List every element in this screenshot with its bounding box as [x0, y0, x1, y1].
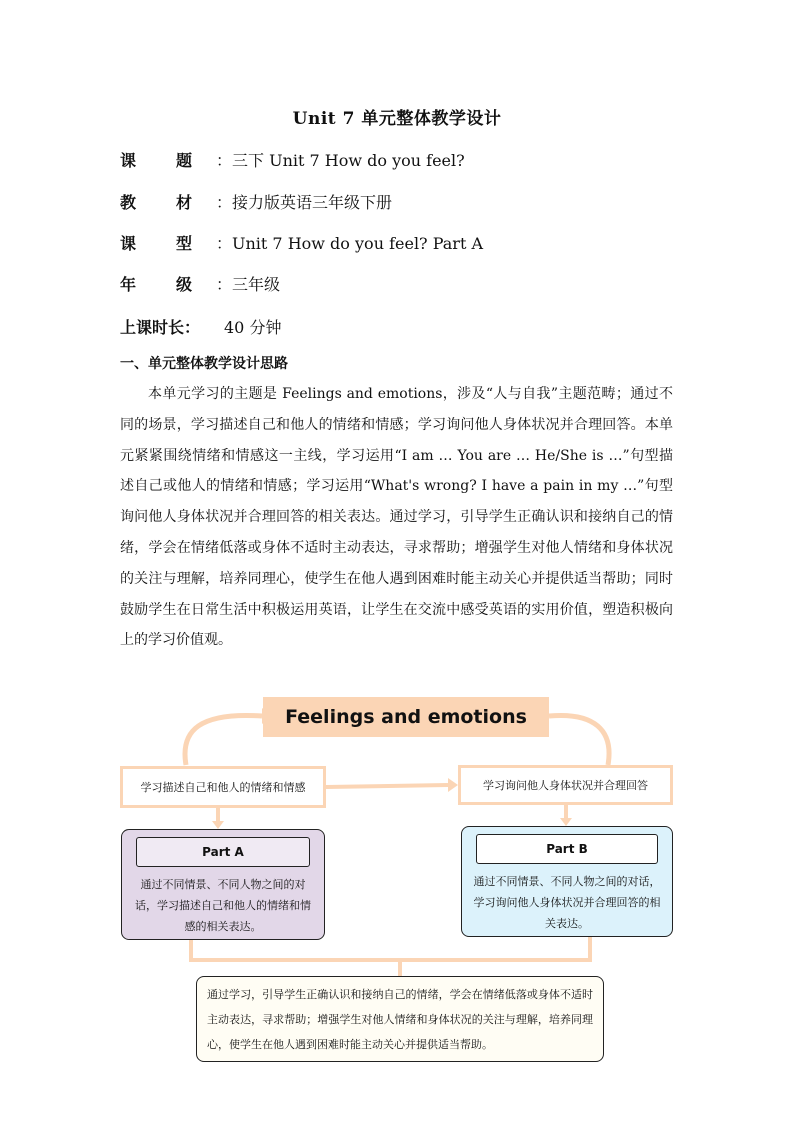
meta-row-grade: 年 级 ：三年级: [120, 275, 281, 294]
summary-box: 通过学习，引导学生正确认识和接纳自己的情绪，学会在情绪低落或身体不适时主动表达，寻求帮助；增强学生对他人情绪和身体状况的关注与理解，培养同理心，使学生在他人遇到困难时能主动关心并提供适当帮助。: [196, 976, 604, 1062]
document-title: Unit 7 单元整体教学设计: [292, 109, 502, 129]
middle-arrow: [326, 785, 448, 787]
bracket-connector: [191, 937, 590, 960]
diagram-title: Feelings and emotions: [263, 697, 549, 737]
part-a-label: Part A: [136, 837, 310, 867]
part-b-card: [461, 826, 673, 937]
meta-value-topic: ：三下 Unit 7 How do you feel?: [216, 151, 465, 170]
section-heading: 一、单元整体教学设计思路: [120, 356, 288, 372]
part-a-text: 通过不同情景、不同人物之间的对话，学习描述自己和他人的情绪和情感的相关表达。: [135, 878, 311, 933]
meta-value-grade: ：三年级: [216, 275, 281, 294]
meta-row-lesson-type: 课 型 ：Unit 7 How do you feel? Part A: [120, 234, 484, 253]
ask-health-box: 学习询问他人身体状况并合理回答: [458, 765, 673, 805]
meta-row-topic: 课 题 ：三下 Unit 7 How do you feel?: [120, 151, 465, 170]
describe-feelings-box: 学习描述自己和他人的情绪和情感: [120, 766, 326, 808]
duration-value: 40 分钟: [224, 318, 282, 337]
meta-value-textbook: ：接力版英语三年级下册: [216, 193, 393, 212]
duration-label: 上课时长：: [120, 318, 201, 337]
meta-row-textbook: 教 材 ：接力版英语三年级下册: [120, 193, 393, 212]
left-curve-arrow: [185, 715, 262, 765]
paragraph-text: 本单元学习的主题是 Feelings and emotions，涉及“人与自我”主题范畴；通过不同的场景，学习描述自己和他人的情绪和情感；学习询问他人身体状况并合理回答。本单元紧紧围绕情绪和情感这一主线，学习运用“I am … You are … He/She is …”句型描述自己或他人的情绪和情感；学习运用“What's wrong? I have a pain in my …”句型询问他人身体状况并合理回答的相关表达。通过学习，引导学生正确认识和接纳自己的情绪，学会在情绪低落或身体不适时主动表达，寻求帮助；增强学生对他人情绪和身体状况的关注与理解，培养同理心，使学生在他人遇到困难时能主动关心并提供适当帮助；同时鼓励学生在日常生活中积极运用英语，让学生在交流中感受英语的实用价值，塑造积极向上的学习价值观。: [120, 386, 673, 649]
part-b-label: Part B: [476, 834, 658, 864]
meta-value-lesson-type: ：Unit 7 How do you feel? Part A: [216, 234, 484, 253]
part-a-card: [121, 829, 325, 940]
part-b-text: 通过不同情景、不同人物之间的对话，学习询问他人身体状况并合理回答的相关表达。: [473, 875, 661, 930]
right-curve-arrow: [549, 715, 609, 765]
